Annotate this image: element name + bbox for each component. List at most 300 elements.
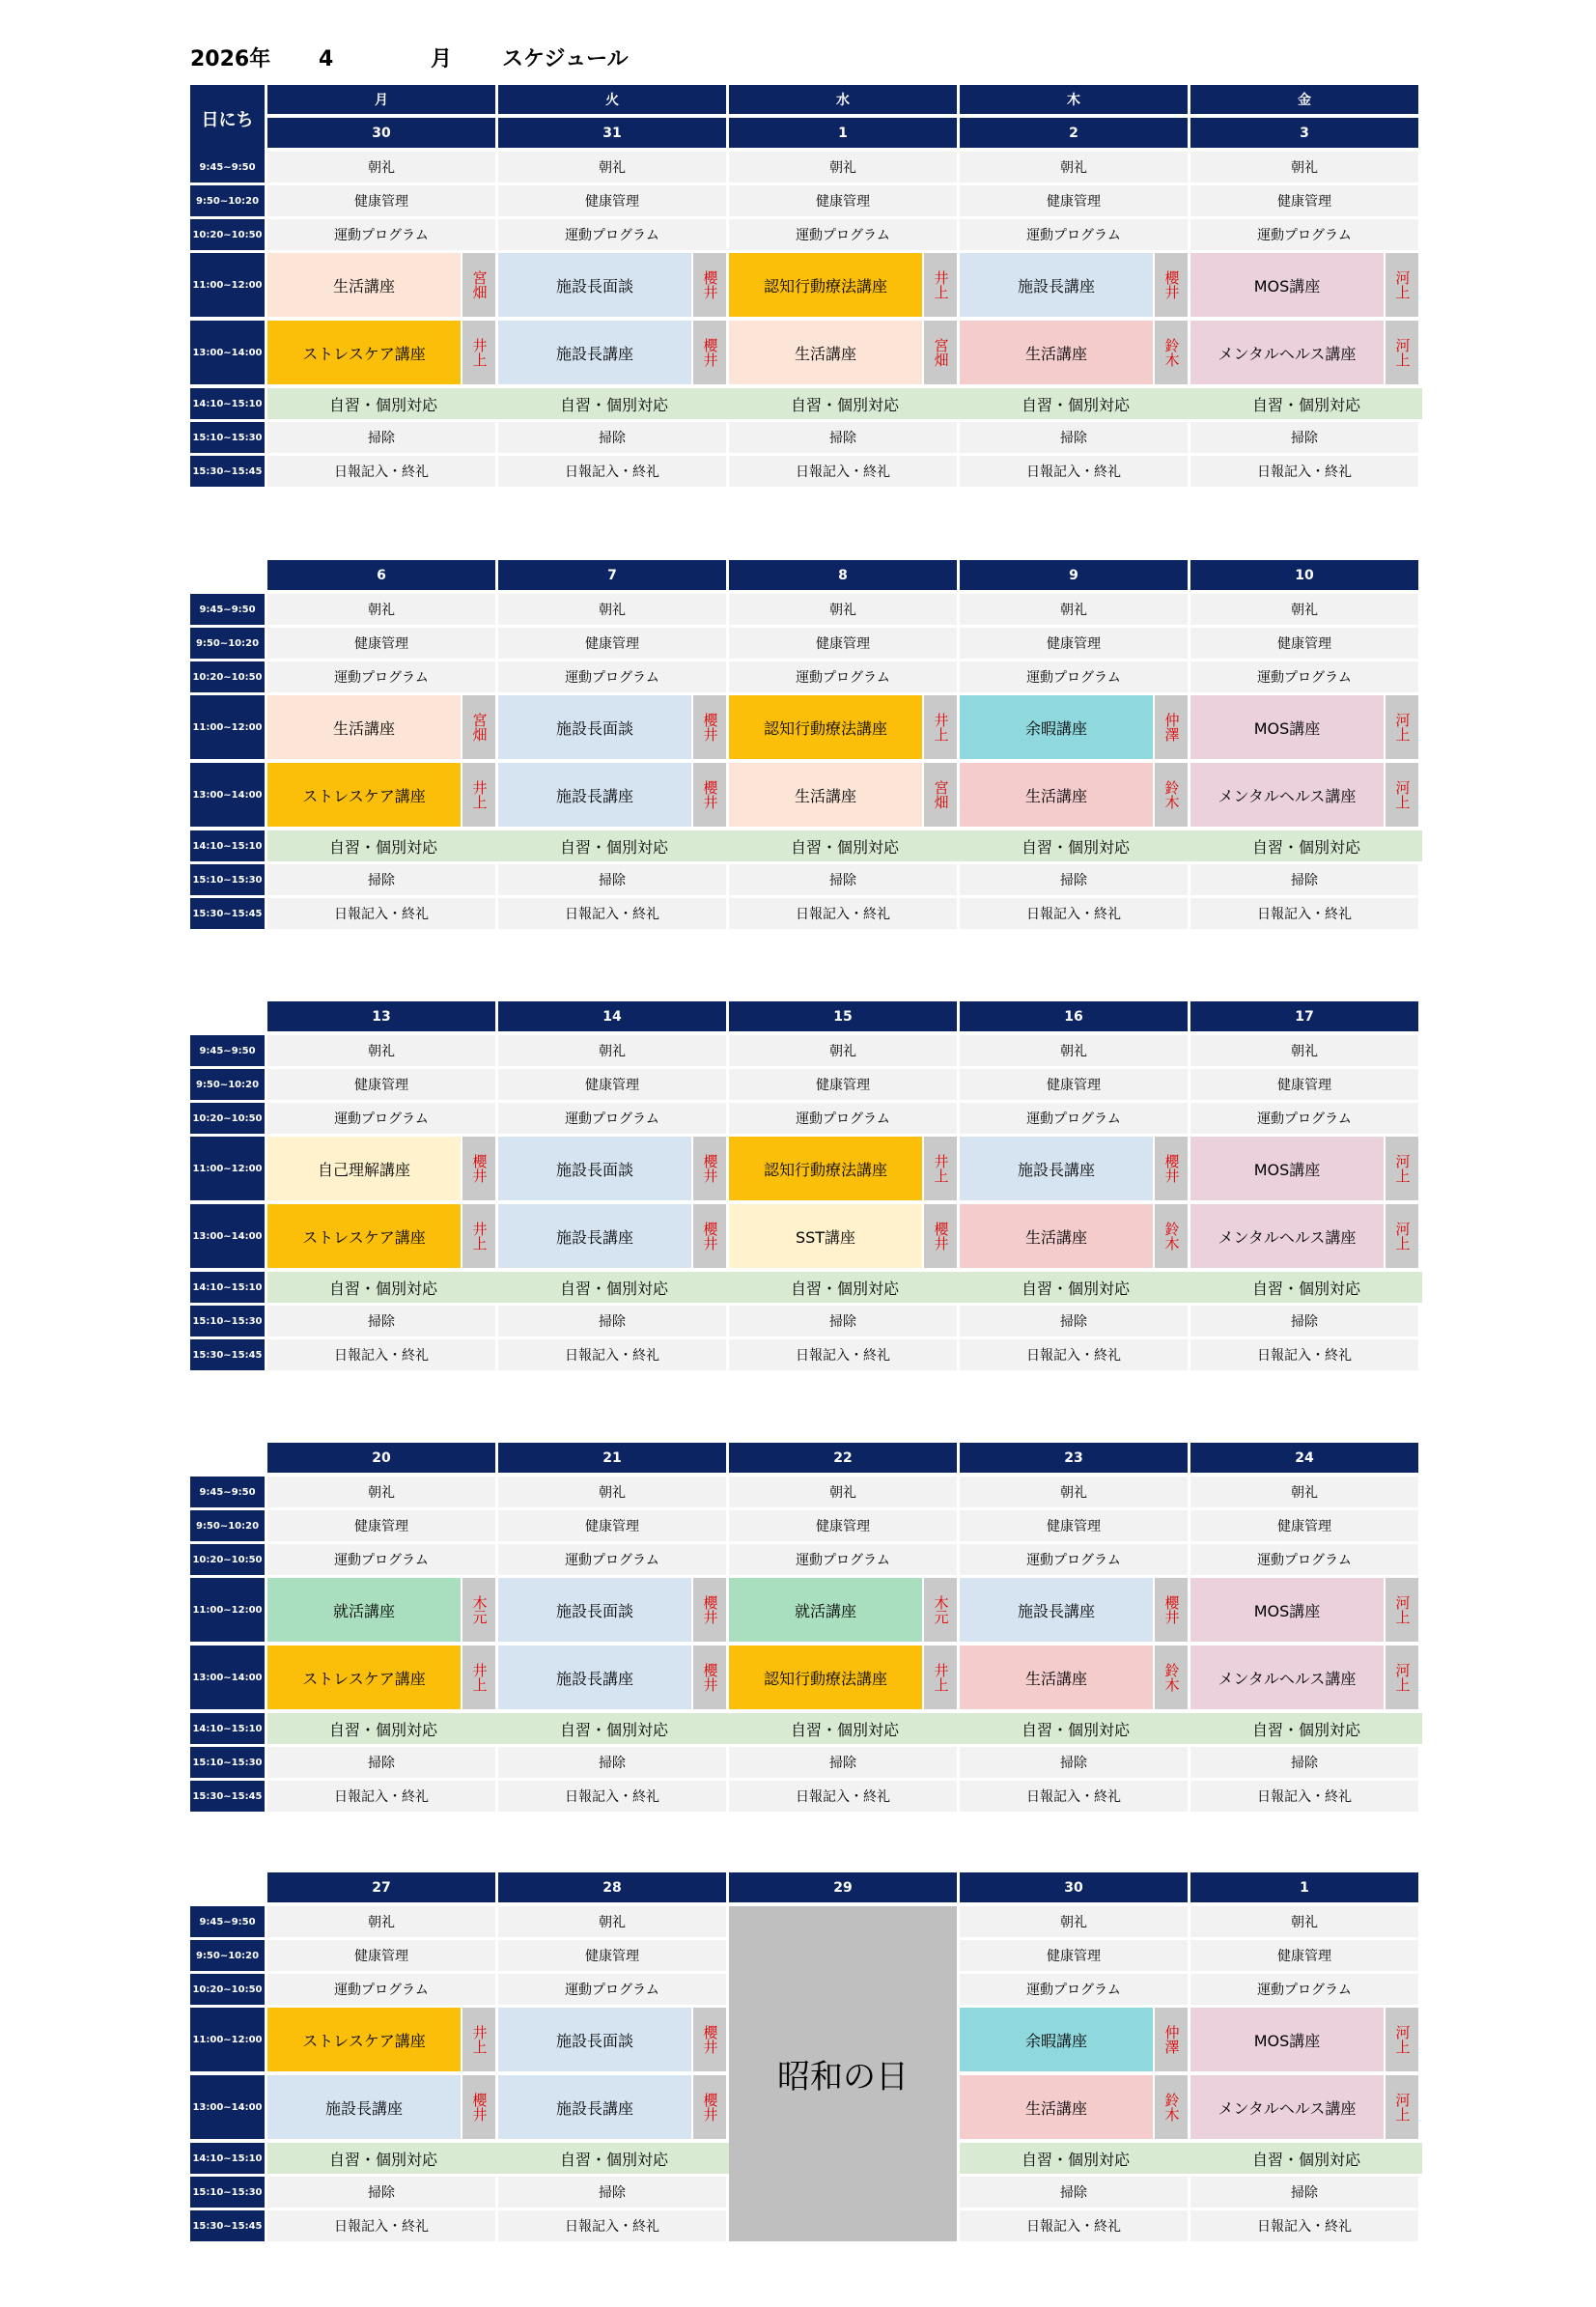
class-cell: メンタルヘルス講座 [1190,1646,1384,1709]
routine-cell: 朝礼 [267,594,495,625]
instructor-cell: 河上 [1386,1204,1418,1268]
routine-cell: 朝礼 [729,152,957,183]
time-slot-label: 11:00~12:00 [190,695,265,759]
self-study-cell: 自習・個別対応 [498,1272,730,1303]
routine-cell: 健康管理 [1190,1940,1418,1971]
date-cell: 17 [1190,1001,1418,1031]
routine-cell: 運動プログラム [729,1103,957,1134]
self-study-cell: 自習・個別対応 [1190,830,1422,861]
self-study-cell: 自習・個別対応 [729,1713,961,1744]
routine-cell: 運動プログラム [267,1544,495,1575]
routine-cell: 朝礼 [267,1035,495,1066]
self-study-cell: 自習・個別対応 [267,388,499,419]
title-month-suffix: 月 [431,47,453,71]
class-cell: 認知行動療法講座 [729,1646,922,1709]
class-cell: ストレスケア講座 [267,763,461,827]
date-cell: 10 [1190,560,1418,590]
routine-cell: 日報記入・終礼 [960,1781,1188,1812]
routine-cell: 朝礼 [1190,152,1418,183]
routine-cell: 日報記入・終礼 [498,1781,726,1812]
instructor-cell: 井上 [462,321,495,384]
date-cell: 30 [960,1872,1188,1902]
time-slot-label: 9:45~9:50 [190,1906,265,1937]
self-study-cell: 自習・個別対応 [729,388,961,419]
self-study-cell: 自習・個別対応 [498,388,730,419]
instructor-cell: 河上 [1386,253,1418,317]
instructor-cell: 鈴木 [1155,2075,1188,2139]
routine-cell: 健康管理 [267,1510,495,1541]
class-cell: 施設長講座 [498,763,691,827]
self-study-cell: 自習・個別対応 [960,830,1191,861]
class-cell: MOS講座 [1190,2008,1384,2071]
instructor-cell: 井上 [924,1646,957,1709]
self-study-cell: 自習・個別対応 [729,830,961,861]
instructor-cell: 河上 [1386,763,1418,827]
routine-cell: 掃除 [729,1747,957,1778]
routine-cell: 掃除 [729,422,957,453]
class-cell: MOS講座 [1190,695,1384,759]
date-cell: 31 [498,118,726,148]
instructor-cell: 櫻井 [1155,253,1188,317]
routine-cell: 日報記入・終礼 [267,1339,495,1370]
instructor-cell: 鈴木 [1155,1204,1188,1268]
time-slot-label: 15:30~15:45 [190,1781,265,1812]
routine-cell: 朝礼 [498,1477,726,1507]
instructor-cell: 櫻井 [1155,1578,1188,1642]
self-study-cell: 自習・個別対応 [1190,2143,1422,2174]
class-cell: 生活講座 [960,1646,1153,1709]
instructor-cell: 河上 [1386,695,1418,759]
time-slot-label: 15:10~15:30 [190,422,265,453]
class-cell: 認知行動療法講座 [729,695,922,759]
routine-cell: 運動プログラム [498,1103,726,1134]
date-cell: 2 [960,118,1188,148]
date-cell: 29 [729,1872,957,1902]
date-cell: 24 [1190,1443,1418,1473]
routine-cell: 日報記入・終礼 [960,2210,1188,2241]
class-cell: 施設長面談 [498,253,691,317]
routine-cell: 運動プログラム [498,1974,726,2005]
instructor-cell: 仲澤 [1155,695,1188,759]
weekday-header: 金 [1190,85,1418,114]
routine-cell: 掃除 [729,1306,957,1336]
class-cell: 生活講座 [960,763,1153,827]
routine-cell: 日報記入・終礼 [960,456,1188,487]
self-study-cell: 自習・個別対応 [498,1713,730,1744]
routine-cell: 運動プログラム [498,661,726,692]
title-label: スケジュール [502,47,629,71]
time-slot-label: 10:20~10:50 [190,661,265,692]
time-slot-label: 15:10~15:30 [190,1306,265,1336]
routine-cell: 運動プログラム [960,661,1188,692]
date-cell: 27 [267,1872,495,1902]
instructor-cell: 櫻井 [693,253,726,317]
routine-cell: 朝礼 [1190,594,1418,625]
time-slot-label: 13:00~14:00 [190,1646,265,1709]
time-slot-label: 9:50~10:20 [190,1940,265,1971]
time-slot-label: 11:00~12:00 [190,1137,265,1200]
self-study-cell: 自習・個別対応 [1190,1272,1422,1303]
routine-cell: 掃除 [267,1747,495,1778]
class-cell: ストレスケア講座 [267,1646,461,1709]
time-slot-label: 14:10~15:10 [190,830,265,861]
class-cell: 認知行動療法講座 [729,1137,922,1200]
class-cell: 生活講座 [960,321,1153,384]
routine-cell: 健康管理 [729,1069,957,1100]
routine-cell: 朝礼 [267,152,495,183]
weekday-header: 木 [960,85,1188,114]
class-cell: 就活講座 [267,1578,461,1642]
class-cell: MOS講座 [1190,1578,1384,1642]
routine-cell: 健康管理 [960,628,1188,659]
time-slot-label: 14:10~15:10 [190,2143,265,2174]
routine-cell: 掃除 [1190,1747,1418,1778]
routine-cell: 健康管理 [267,1069,495,1100]
routine-cell: 日報記入・終礼 [960,898,1188,929]
class-cell: MOS講座 [1190,1137,1384,1200]
instructor-cell: 井上 [462,2008,495,2071]
routine-cell: 日報記入・終礼 [1190,456,1418,487]
class-cell: 生活講座 [960,2075,1153,2139]
routine-cell: 朝礼 [498,594,726,625]
instructor-cell: 宮畑 [462,253,495,317]
time-slot-label: 15:10~15:30 [190,864,265,895]
routine-cell: 健康管理 [960,185,1188,216]
holiday-cell: 昭和の日 [729,1906,957,2241]
routine-cell: 健康管理 [267,1940,495,1971]
routine-cell: 運動プログラム [1190,1103,1418,1134]
routine-cell: 掃除 [267,2177,495,2208]
routine-cell: 掃除 [1190,1306,1418,1336]
class-cell: ストレスケア講座 [267,2008,461,2071]
time-slot-label: 13:00~14:00 [190,1204,265,1268]
instructor-cell: 櫻井 [693,2008,726,2071]
routine-cell: 朝礼 [729,1035,957,1066]
self-study-cell: 自習・個別対応 [498,2143,730,2174]
routine-cell: 運動プログラム [729,219,957,250]
class-cell: 余暇講座 [960,695,1153,759]
class-cell: 施設長講座 [960,1137,1153,1200]
routine-cell: 運動プログラム [960,1544,1188,1575]
class-cell: 施設長面談 [498,1137,691,1200]
self-study-cell: 自習・個別対応 [267,830,499,861]
weekday-header: 水 [729,85,957,114]
week-block [190,1443,1419,1877]
date-cell: 1 [729,118,957,148]
routine-cell: 健康管理 [267,185,495,216]
class-cell: 施設長講座 [960,253,1153,317]
routine-cell: 日報記入・終礼 [960,1339,1188,1370]
routine-cell: 掃除 [960,864,1188,895]
date-cell: 6 [267,560,495,590]
time-slot-label: 14:10~15:10 [190,388,265,419]
self-study-cell: 自習・個別対応 [960,1713,1191,1744]
routine-cell: 掃除 [729,864,957,895]
instructor-cell: 井上 [924,695,957,759]
routine-cell: 健康管理 [729,185,957,216]
instructor-cell: 木元 [924,1578,957,1642]
date-cell: 28 [498,1872,726,1902]
instructor-cell: 井上 [924,253,957,317]
routine-cell: 運動プログラム [729,1544,957,1575]
week-block [190,1001,1419,1436]
routine-cell: 朝礼 [498,152,726,183]
instructor-cell: 櫻井 [462,2075,495,2139]
routine-cell: 朝礼 [1190,1906,1418,1937]
time-slot-label: 15:30~15:45 [190,1339,265,1370]
routine-cell: 日報記入・終礼 [729,456,957,487]
class-cell: SST講座 [729,1204,922,1268]
routine-cell: 健康管理 [1190,628,1418,659]
routine-cell: 健康管理 [1190,1069,1418,1100]
time-slot-label: 9:50~10:20 [190,1510,265,1541]
instructor-cell: 河上 [1386,2075,1418,2139]
instructor-cell: 仲澤 [1155,2008,1188,2071]
routine-cell: 日報記入・終礼 [1190,1781,1418,1812]
routine-cell: 掃除 [498,1306,726,1336]
routine-cell: 日報記入・終礼 [267,456,495,487]
routine-cell: 健康管理 [498,1940,726,1971]
routine-cell: 健康管理 [267,628,495,659]
class-cell: 施設長面談 [498,695,691,759]
class-cell: 生活講座 [267,695,461,759]
class-cell: 自己理解講座 [267,1137,461,1200]
instructor-cell: 櫻井 [693,763,726,827]
class-cell: 生活講座 [729,321,922,384]
instructor-cell: 櫻井 [693,1578,726,1642]
date-cell: 1 [1190,1872,1418,1902]
routine-cell: 運動プログラム [1190,661,1418,692]
week-block [190,560,1419,995]
date-cell: 16 [960,1001,1188,1031]
title-month: 4 [319,47,334,71]
instructor-cell: 櫻井 [693,695,726,759]
routine-cell: 掃除 [498,422,726,453]
routine-cell: 掃除 [498,2177,726,2208]
instructor-cell: 河上 [1386,2008,1418,2071]
routine-cell: 日報記入・終礼 [498,2210,726,2241]
routine-cell: 運動プログラム [1190,219,1418,250]
routine-cell: 掃除 [267,864,495,895]
time-slot-label: 9:45~9:50 [190,1477,265,1507]
class-cell: 施設長面談 [498,2008,691,2071]
routine-cell: 日報記入・終礼 [729,898,957,929]
instructor-cell: 鈴木 [1155,321,1188,384]
week-block [190,1872,1419,2307]
routine-cell: 健康管理 [498,1510,726,1541]
routine-cell: 朝礼 [960,1906,1188,1937]
self-study-cell: 自習・個別対応 [960,2143,1191,2174]
instructor-cell: 河上 [1386,1578,1418,1642]
routine-cell: 健康管理 [1190,1510,1418,1541]
routine-cell: 日報記入・終礼 [1190,2210,1418,2241]
class-cell: 生活講座 [729,763,922,827]
instructor-cell: 木元 [462,1578,495,1642]
time-slot-label: 9:45~9:50 [190,1035,265,1066]
routine-cell: 掃除 [267,1306,495,1336]
routine-cell: 日報記入・終礼 [498,1339,726,1370]
routine-cell: 朝礼 [1190,1477,1418,1507]
routine-cell: 日報記入・終礼 [267,898,495,929]
instructor-cell: 櫻井 [693,321,726,384]
class-cell: 認知行動療法講座 [729,253,922,317]
routine-cell: 掃除 [960,422,1188,453]
routine-cell: 日報記入・終礼 [267,1781,495,1812]
instructor-cell: 櫻井 [693,2075,726,2139]
title-year: 2026年 [190,47,271,71]
date-cell: 30 [267,118,495,148]
routine-cell: 日報記入・終礼 [498,456,726,487]
routine-cell: 朝礼 [729,594,957,625]
routine-cell: 掃除 [960,2177,1188,2208]
instructor-cell: 宮畑 [462,695,495,759]
instructor-cell: 櫻井 [462,1137,495,1200]
instructor-cell: 櫻井 [693,1204,726,1268]
routine-cell: 運動プログラム [267,1974,495,2005]
routine-cell: 日報記入・終礼 [729,1781,957,1812]
week-block [190,85,1419,520]
routine-cell: 掃除 [1190,864,1418,895]
routine-cell: 運動プログラム [498,1544,726,1575]
routine-cell: 掃除 [267,422,495,453]
time-slot-label: 15:30~15:45 [190,898,265,929]
class-cell: メンタルヘルス講座 [1190,1204,1384,1268]
date-cell: 22 [729,1443,957,1473]
class-cell: 余暇講座 [960,2008,1153,2071]
routine-cell: 朝礼 [267,1906,495,1937]
time-slot-label: 14:10~15:10 [190,1713,265,1744]
weekday-header: 月 [267,85,495,114]
time-slot-label: 15:10~15:30 [190,2177,265,2208]
routine-cell: 健康管理 [960,1069,1188,1100]
routine-cell: 運動プログラム [1190,1544,1418,1575]
time-slot-label: 14:10~15:10 [190,1272,265,1303]
routine-cell: 日報記入・終礼 [1190,1339,1418,1370]
date-cell: 13 [267,1001,495,1031]
time-slot-label: 11:00~12:00 [190,2008,265,2071]
routine-cell: 日報記入・終礼 [1190,898,1418,929]
time-slot-label: 9:50~10:20 [190,1069,265,1100]
routine-cell: 日報記入・終礼 [498,898,726,929]
instructor-cell: 櫻井 [693,1137,726,1200]
routine-cell: 運動プログラム [729,661,957,692]
self-study-cell: 自習・個別対応 [729,1272,961,1303]
instructor-cell: 井上 [924,1137,957,1200]
class-cell: ストレスケア講座 [267,321,461,384]
routine-cell: 運動プログラム [267,219,495,250]
date-cell: 14 [498,1001,726,1031]
time-slot-label: 15:30~15:45 [190,2210,265,2241]
routine-cell: 健康管理 [729,1510,957,1541]
self-study-cell: 自習・個別対応 [267,1272,499,1303]
instructor-cell: 櫻井 [924,1204,957,1268]
routine-cell: 朝礼 [498,1035,726,1066]
date-cell: 15 [729,1001,957,1031]
instructor-cell: 鈴木 [1155,1646,1188,1709]
self-study-cell: 自習・個別対応 [267,1713,499,1744]
time-slot-label: 15:30~15:45 [190,456,265,487]
time-slot-label: 9:50~10:20 [190,628,265,659]
date-cell: 7 [498,560,726,590]
class-cell: 生活講座 [267,253,461,317]
routine-cell: 日報記入・終礼 [267,2210,495,2241]
time-slot-label: 10:20~10:50 [190,1103,265,1134]
instructor-cell: 宮畑 [924,763,957,827]
routine-cell: 掃除 [1190,2177,1418,2208]
routine-cell: 朝礼 [1190,1035,1418,1066]
class-cell: 就活講座 [729,1578,922,1642]
routine-cell: 朝礼 [729,1477,957,1507]
self-study-cell: 自習・個別対応 [960,1272,1191,1303]
routine-cell: 健康管理 [498,185,726,216]
self-study-cell: 自習・個別対応 [498,830,730,861]
instructor-cell: 河上 [1386,1646,1418,1709]
routine-cell: 朝礼 [267,1477,495,1507]
routine-cell: 朝礼 [960,1477,1188,1507]
instructor-cell: 宮畑 [924,321,957,384]
instructor-cell: 井上 [462,1204,495,1268]
time-slot-label: 13:00~14:00 [190,763,265,827]
self-study-cell: 自習・個別対応 [1190,388,1422,419]
class-cell: メンタルヘルス講座 [1190,763,1384,827]
class-cell: 施設長講座 [267,2075,461,2139]
class-cell: 施設長講座 [498,2075,691,2139]
time-slot-label: 13:00~14:00 [190,321,265,384]
routine-cell: 朝礼 [498,1906,726,1937]
instructor-cell: 井上 [462,1646,495,1709]
instructor-cell: 櫻井 [1155,1137,1188,1200]
self-study-cell: 自習・個別対応 [267,2143,499,2174]
time-slot-label: 9:45~9:50 [190,594,265,625]
class-cell: 施設長講座 [498,321,691,384]
time-slot-label: 11:00~12:00 [190,253,265,317]
routine-cell: 健康管理 [1190,185,1418,216]
routine-cell: 健康管理 [960,1510,1188,1541]
class-cell: 施設長面談 [498,1578,691,1642]
date-cell: 3 [1190,118,1418,148]
class-cell: メンタルヘルス講座 [1190,321,1384,384]
date-cell: 23 [960,1443,1188,1473]
date-header-label: 日にち [190,85,265,152]
weekday-header: 火 [498,85,726,114]
date-cell: 21 [498,1443,726,1473]
time-slot-label: 10:20~10:50 [190,219,265,250]
date-cell: 20 [267,1443,495,1473]
routine-cell: 運動プログラム [1190,1974,1418,2005]
time-slot-label: 10:20~10:50 [190,1974,265,2005]
class-cell: 生活講座 [960,1204,1153,1268]
class-cell: 施設長講座 [960,1578,1153,1642]
routine-cell: 掃除 [498,1747,726,1778]
class-cell: ストレスケア講座 [267,1204,461,1268]
routine-cell: 朝礼 [960,152,1188,183]
self-study-cell: 自習・個別対応 [1190,1713,1422,1744]
routine-cell: 朝礼 [960,594,1188,625]
instructor-cell: 鈴木 [1155,763,1188,827]
routine-cell: 健康管理 [498,1069,726,1100]
time-slot-label: 10:20~10:50 [190,1544,265,1575]
instructor-cell: 河上 [1386,1137,1418,1200]
routine-cell: 日報記入・終礼 [729,1339,957,1370]
class-cell: 施設長講座 [498,1204,691,1268]
routine-cell: 運動プログラム [960,219,1188,250]
class-cell: 施設長講座 [498,1646,691,1709]
routine-cell: 健康管理 [729,628,957,659]
routine-cell: 朝礼 [960,1035,1188,1066]
routine-cell: 掃除 [498,864,726,895]
routine-cell: 健康管理 [960,1940,1188,1971]
self-study-cell: 自習・個別対応 [960,388,1191,419]
